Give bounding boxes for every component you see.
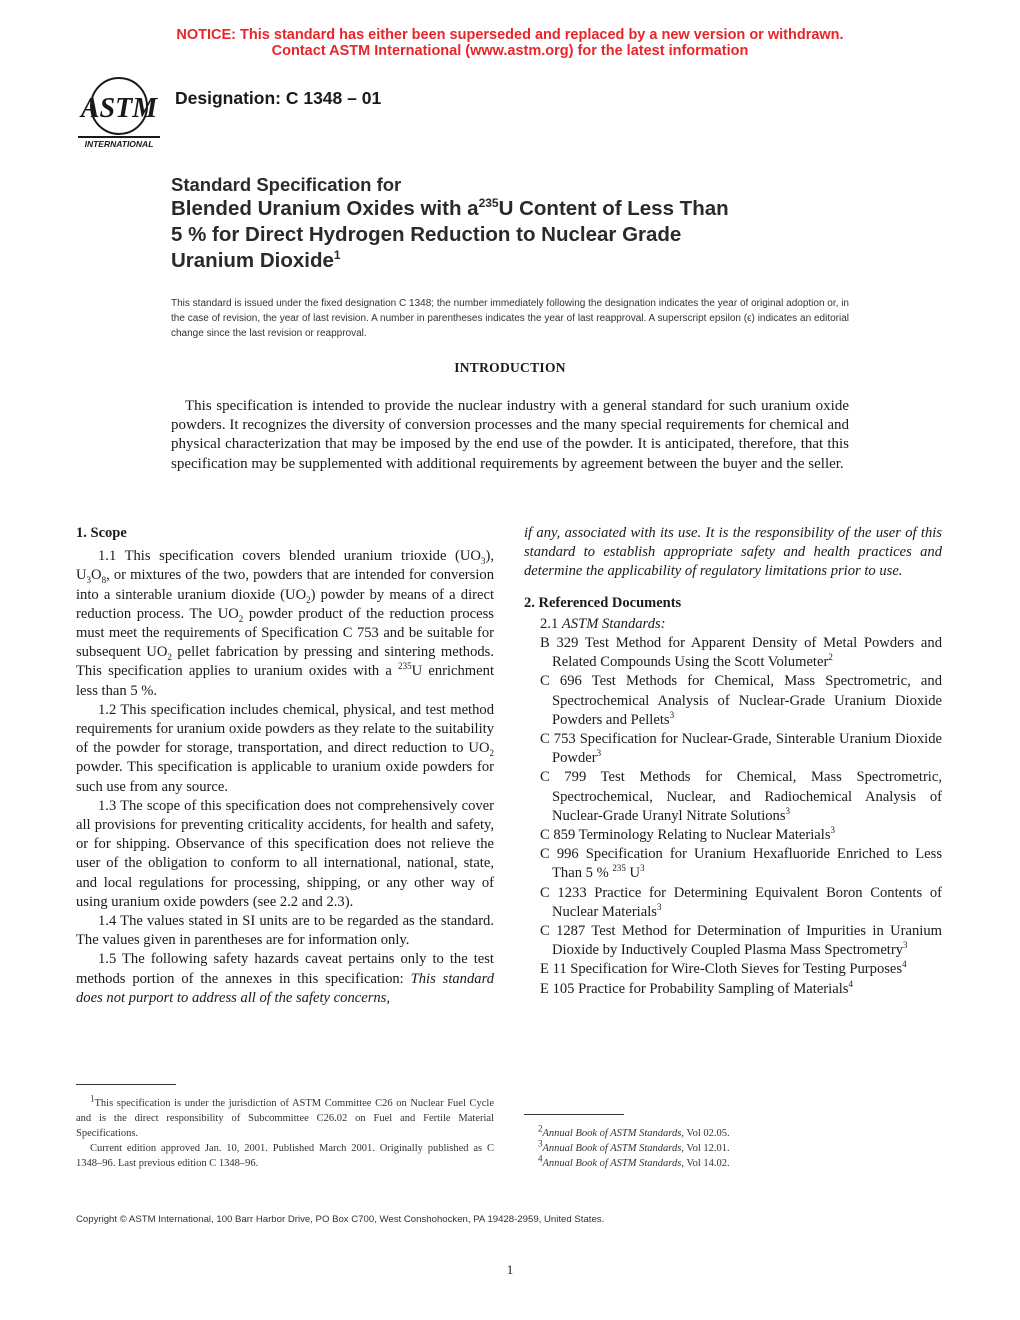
footnote-4: $^4$Annual Book of ASTM Standards, Vol 14.02. <box>538 1153 730 1169</box>
copyright: Copyright © ASTM International, 100 Barr Harbor Drive, PO Box C700, West Conshohocken, PA 19428-2959, United States. <box>76 1214 605 1225</box>
list-item: C 1233 Practice for Determining Equivalent Boron Contents of Nuclear Materials$^3$ <box>540 884 942 920</box>
astm-logo <box>76 74 162 152</box>
designation: Designation: C 1348 – 01 <box>175 88 382 108</box>
list-item: C 799 Test Methods for Chemical, Mass Spectrometric, Spectrochemical, Nuclear, and Radiochemical Analysis of Nuclear-Grade Uranyl Nitrate Solutions$^3$ <box>540 769 942 824</box>
footnote-2: $^2$Annual Book of ASTM Standards, Vol 02.05. <box>538 1123 730 1139</box>
introduction-body: This specification is intended to provide the nuclear industry with a general standard for such uranium oxide powders. It recognizes the diversity of conversion processes and the many special requirements for chemical and physical characterization that may be imposed by the end use of the powder. It is anticipated, therefore, that this specification may be supplemented with additional requirements by agreement between the buyer and the seller. <box>171 398 849 472</box>
reference-list <box>524 634 942 999</box>
list-item: B 329 Test Method for Apparent Density of Metal Powders and Related Compounds Using the Scott Volumeter$^2$ <box>540 635 942 671</box>
list-item: E 11 Specification for Wire-Cloth Sieves for Testing Purposes$^4$ <box>540 959 907 978</box>
list-item: C 996 Specification for Uranium Hexafluoride Enriched to Less Than 5 % $^{235}$ $U^3$ <box>540 846 942 882</box>
title-line-4-text: Uranium Dioxide <box>171 249 334 272</box>
title-line-1: Standard Specification for <box>171 174 402 195</box>
title-line-3: 5 % for Direct Hydrogen Reduction to Nuclear Grade <box>171 223 682 246</box>
logo-mark: ASTM <box>80 93 158 124</box>
footnote-1-edition: Current edition approved Jan. 10, 2001. Published March 2001. Originally published as C 1348–96. Last previous edition C 1348–96. <box>76 1143 494 1169</box>
safety-caveat-italic: This standard does not purport to address all of the safety concerns, <box>76 970 494 1006</box>
scope-1-1: 1.1 This specification covers blended uranium trioxide $(UO_3)$, $U_3O_8$, or mixtures of the two, powders that are intended for conversion into a sinterable uranium dioxide $(UO_2)$ powder by means of a direct reduction process. The $UO_2$ powder product of the reduction process must meet the requirements of Specification C 753 and be suitable for subsequent $UO_2$ pellet fabrication by pressing and sintering methods. This specification applies to uranium oxides with a $^{235}$U enrichment less than 5 %. <box>76 548 495 699</box>
title-line-2 <box>171 196 871 222</box>
scope-1-5-continued: if any, associated with its use. It is the responsibility of the user of this standard to establish appropriate safety and health practices and determine the applicability of regulatory limitations prior to use. <box>524 525 942 580</box>
title-sup-235: 235 <box>478 196 499 211</box>
list-item: C 753 Specification for Nuclear-Grade, Sinterable Uranium Dioxide Powder$^3$ <box>540 731 942 767</box>
title-line-4 <box>171 248 871 274</box>
footnote-3: $^3$Annual Book of ASTM Standards, Vol 12.01. <box>538 1138 730 1154</box>
right-column <box>524 524 942 999</box>
title-footnote-ref: 1 <box>333 248 341 263</box>
title-line-2a: Blended Uranium Oxides with a <box>171 197 479 220</box>
scope-1-2: 1.2 This specification includes chemical, physical, and test method requirements for uranium oxide powders as they relate to the suitability of the powder for storage, transportation, and direct reduction to $UO_2$ powder. This specification is applicable to uranium oxide powders for such use from any source. <box>76 701 494 795</box>
scope-1-3: 1.3 The scope of this specification does not comprehensively cover all provisions for preventing criticality accidents, for health and safety, or for shipping. Observance of this specification does not relieve the user of the obligation to conform to all international, national, state, and local regulations for processing, shipping, or any other way of using uranium oxide powders (see 2.2 and 2.3). <box>76 797 494 910</box>
list-item: E 105 Practice for Probability Sampling of Materials$^4$ <box>540 978 853 997</box>
footnote-rule-left <box>76 1084 176 1085</box>
refdocs-subheading: 2.1 ASTM Standards: <box>540 615 666 632</box>
astm-logo-icon <box>76 74 162 152</box>
scope-1-4: 1.4 The values stated in SI units are to be regarded as the standard. The values given in parentheses are for information only. <box>76 913 494 949</box>
page-number: 1 <box>506 1262 514 1277</box>
introduction-heading: INTRODUCTION <box>454 360 566 375</box>
footnotes-left <box>76 1093 494 1171</box>
scope-heading: 1. Scope <box>76 525 127 541</box>
title-line-2b: U Content of Less Than <box>498 197 729 220</box>
footnote-rule-right <box>524 1114 624 1115</box>
footnote-1: $^1$This specification is under the jurisdiction of ASTM Committee C26 on Nuclear Fuel Cycle and is the direct responsibility of Subcommittee C26.02 on Fuel and Fertile Material Specifications. <box>76 1093 494 1139</box>
list-item: C 859 Terminology Relating to Nuclear Materials$^3$ <box>540 825 836 844</box>
list-item: C 696 Test Methods for Chemical, Mass Spectrometric, and Spectrochemical Analysis of Nuclear-Grade Uranium Dioxide Powders and Pellets$^3$ <box>540 673 942 728</box>
issued-note: This standard is issued under the fixed designation C 1348; the number immediately following the designation indicates the year of original adoption or, in the case of revision, the year of last revision. A number in parentheses indicates the year of last reapproval. A superscript epsilon (ϵ) indicates an editorial change since the last revision or reapproval. <box>171 298 849 339</box>
document-title <box>171 174 871 274</box>
footnotes-right <box>524 1123 942 1171</box>
scope-1-5: 1.5 The following safety hazards caveat pertains only to the test methods portion of the annexes in this specification: This standard does not purport to address all of the safety concerns, <box>76 951 494 1006</box>
notice-line-2: Contact ASTM International (www.astm.org) for the latest information <box>271 43 749 59</box>
list-item: C 1287 Test Method for Determination of Impurities in Uranium Dioxide by Inductively Coupled Plasma Mass Spectrometry$^3$ <box>540 923 942 959</box>
refdocs-heading: 2. Referenced Documents <box>524 594 682 611</box>
notice-line-1: NOTICE: This standard has either been superseded and replaced by a new version or withdrawn. <box>176 27 844 43</box>
left-column <box>76 524 494 1008</box>
introduction-text <box>171 397 849 474</box>
logo-subtitle: INTERNATIONAL <box>84 139 154 149</box>
